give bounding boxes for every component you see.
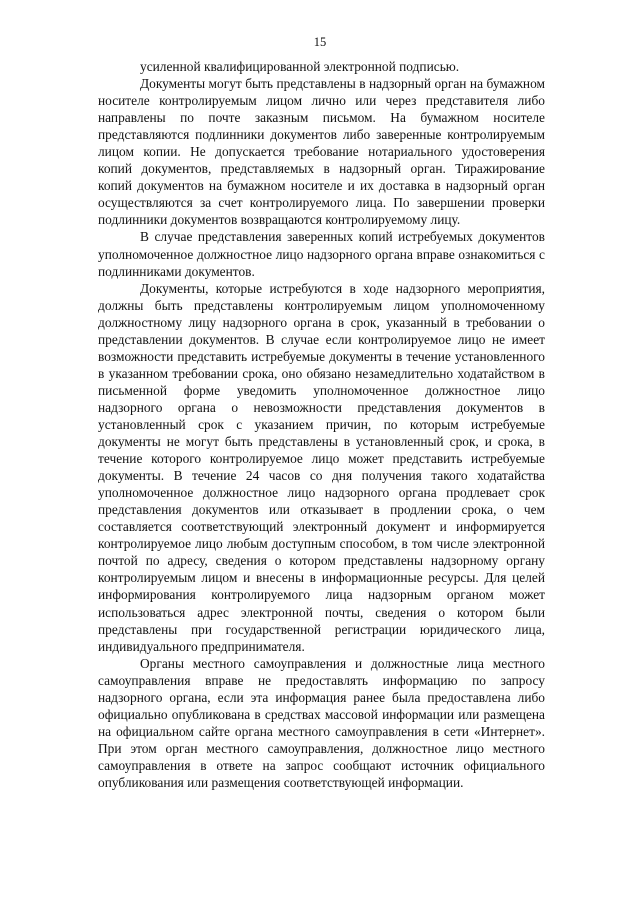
page-number: 15 <box>313 35 327 49</box>
paragraph-signature-continuation: усиленной квалифицированной электронной подписью. <box>140 59 460 74</box>
paragraph-paper-submission: Документы могут быть представлены в надзорный орган на бумажном носителе контролируемым лицом лично или через представителя либо направлены по почте заказным письмом. На бумажном носителе представляются подлинники документов либо заверенные контролируемым лицом копии. Не допускается требование нотариального удостоверения копий документов, представляемых в надзорный орган. Тиражирование копий документов на бумажном носителе и их доставка в надзорный орган осуществляются за счет контролируемого лица. По завершении проверки подлинники документов возвращаются контролируемому лицу. <box>98 76 545 228</box>
paragraph-certified-copies: В случае представления заверенных копий истребуемых документов уполномоченное должностное лицо надзорного органа вправе ознакомиться с подлинниками документов. <box>98 229 545 279</box>
document-body <box>98 58 545 791</box>
paragraph-submission-deadline: Документы, которые истребуются в ходе надзорного мероприятия, должны быть представлены контролируемым лицом уполномоченному должностному лицу надзорного органа в срок, указанный в требовании о представлении документов. В случае если контролируемое лицо не имеет возможности представить истребуемые документы в течение установленного в указанном требовании срока, оно обязано незамедлительно ходатайством в письменной форме уведомить уполномоченное должностное лицо надзорного органа о невозможности представления документов в установленный срок с указанием причин, по которым истребуемые документы не могут быть представлены в установленный срок, и срока, в течение которого контролируемое лицо может представить истребуемые документы. В течение 24 часов со дня получения такого ходатайства уполномоченное должностное лицо надзорного органа продлевает срок представления документов или отказывает в продлении срока, о чем составляется соответствующий электронный документ и информируется контролируемое лицо любым доступным способом, в том числе электронной почтой по адресу, сведения о котором представлены надзорному органу контролируемым лицом и внесены в информационные ресурсы. Для целей информирования контролируемого лица надзорным органом может использоваться адрес электронной почты, сведения о котором были представлены при государственной регистрации юридического лица, индивидуального предпринимателя. <box>98 280 545 654</box>
paragraph-local-government: Органы местного самоуправления и должностные лица местного самоуправления вправе не предоставлять информацию по запросу надзорного органа, если эта информация ранее была предоставлена либо официально опубликована в средствах массовой информации или размещена на официальном сайте органа местного самоуправления в сети «Интернет». При этом орган местного самоуправления, должностное лицо местного самоуправления в ответе на запрос сообщают источник официального опубликования или размещения соответствующей информации. <box>98 655 545 790</box>
